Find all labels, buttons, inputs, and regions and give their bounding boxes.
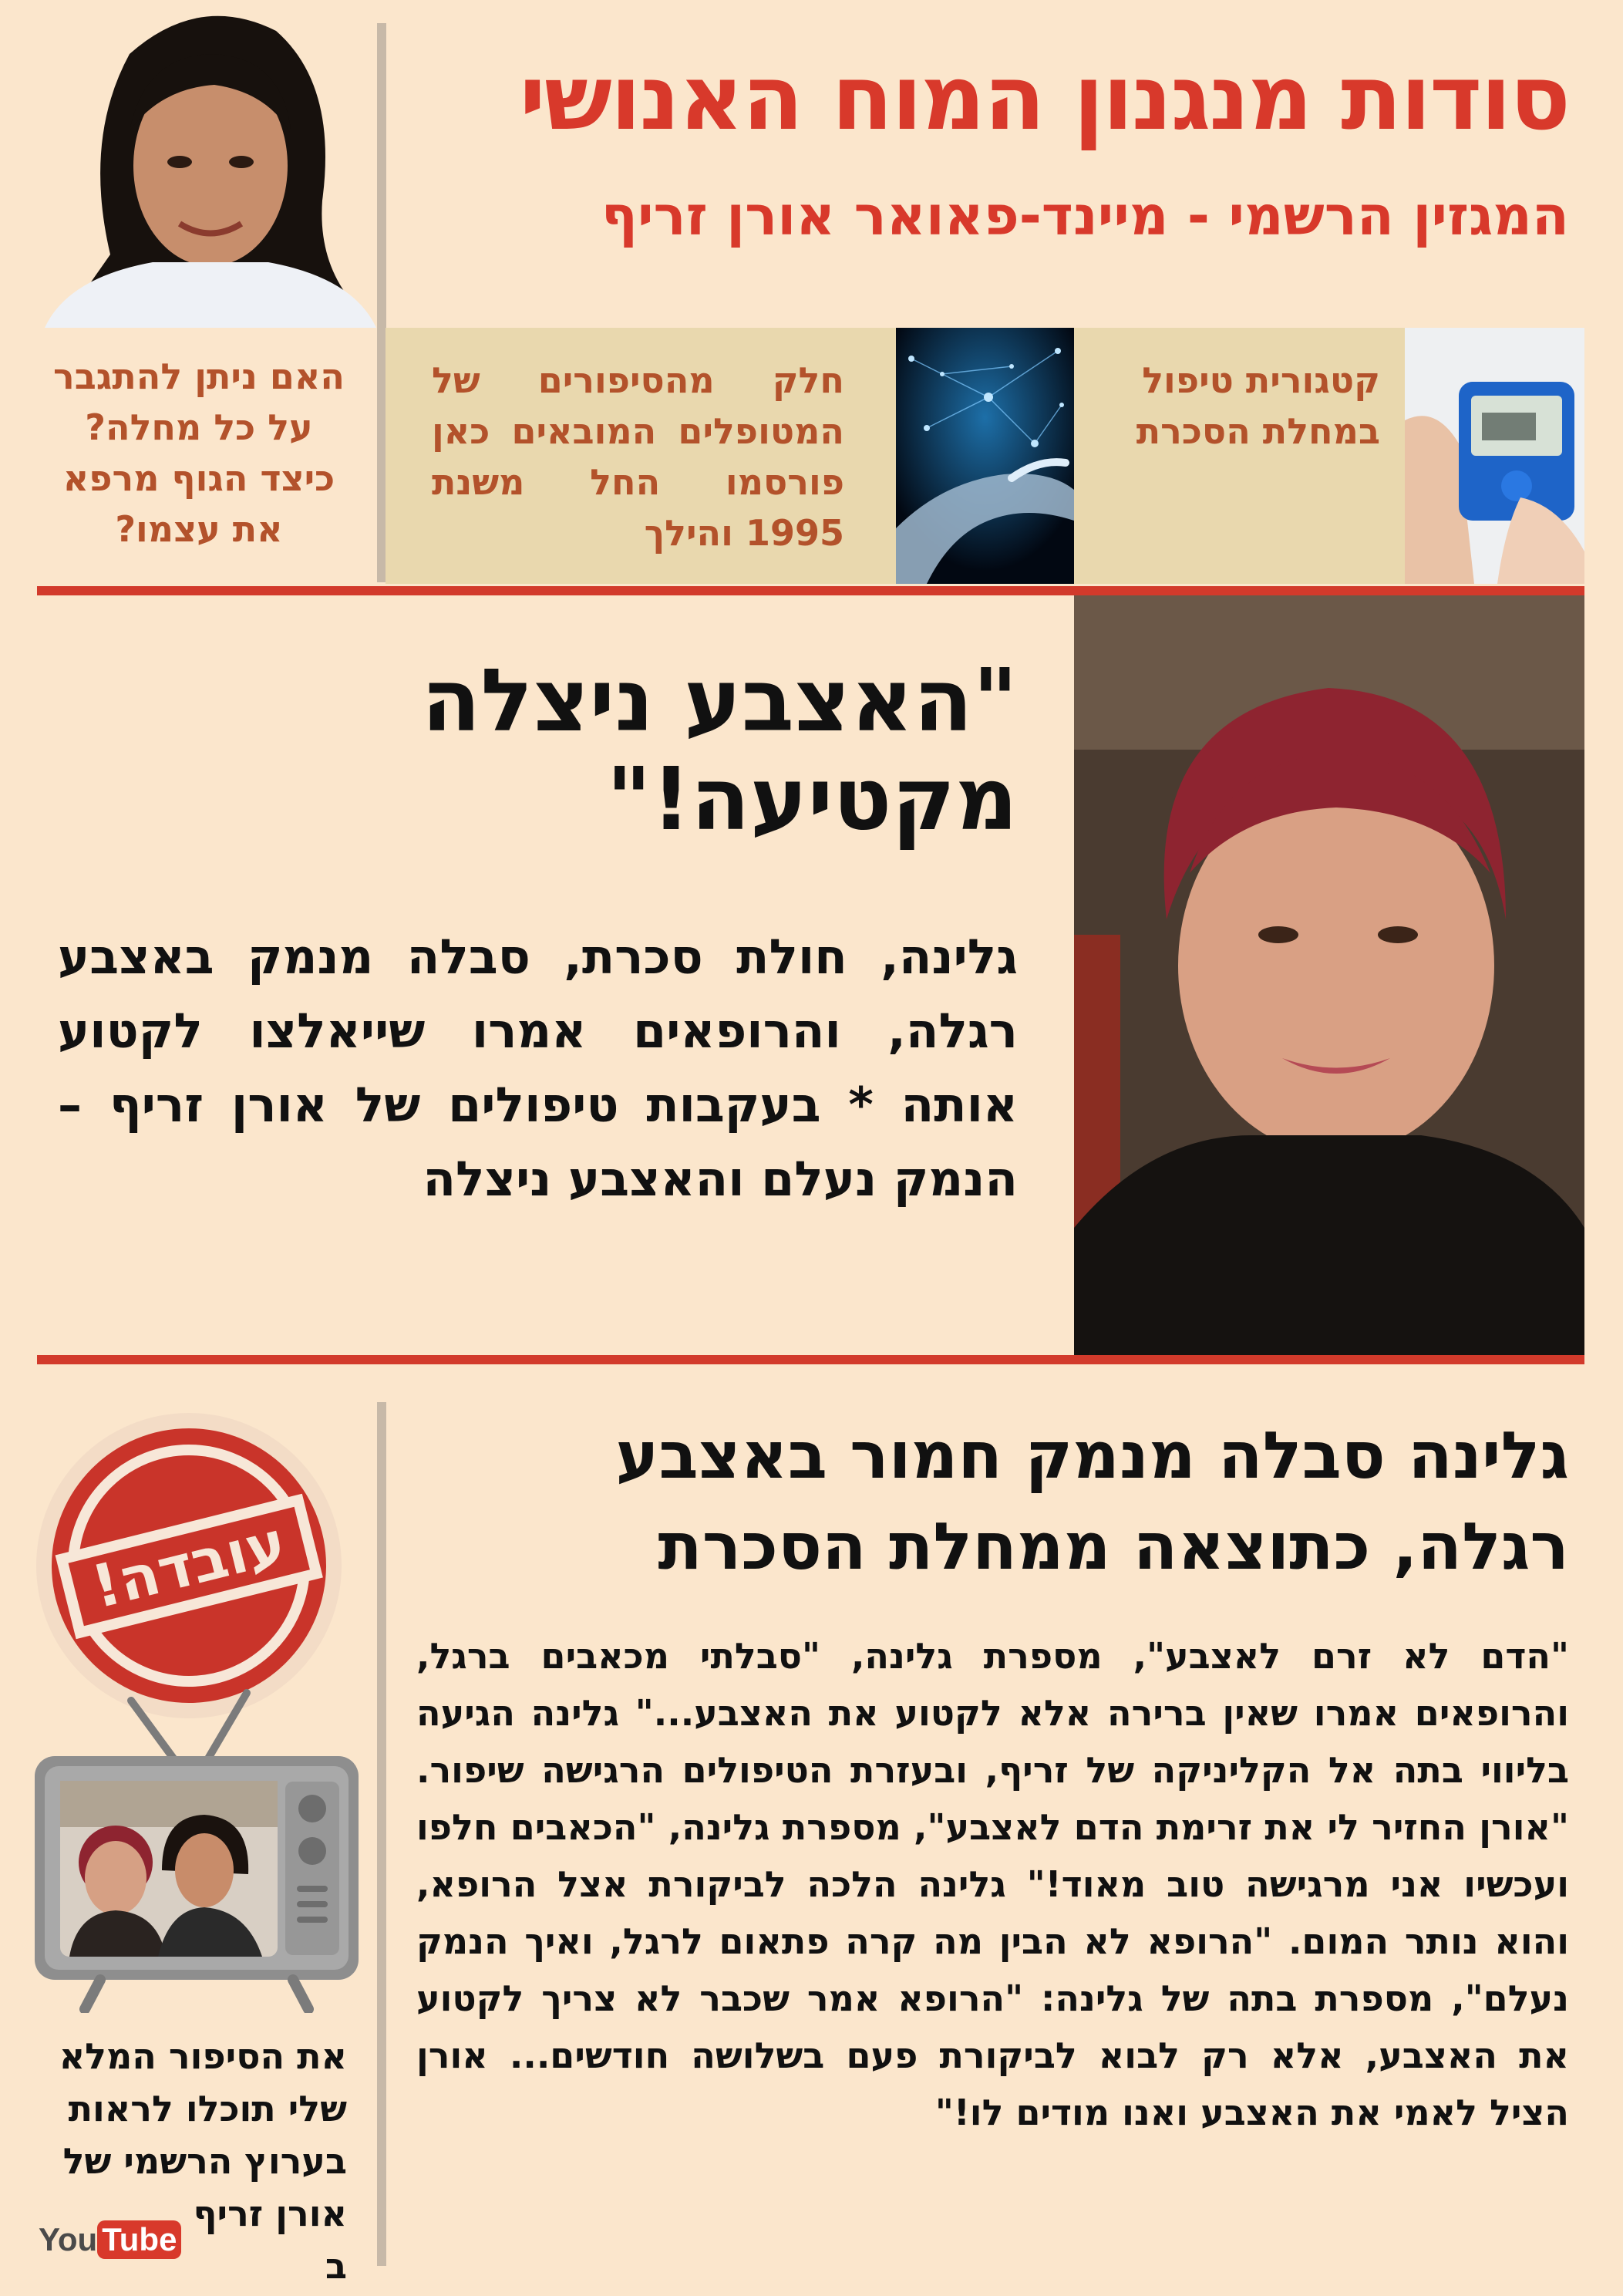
teaser-question: האם ניתן להתגבר על כל מחלה? כיצד הגוף מרפא את עצמו? <box>53 356 345 550</box>
stamp-label: עובדה! <box>85 1507 293 1622</box>
youtube-logo-tube: Tube <box>97 2220 181 2259</box>
youtube-line: אורן זריף ב You Tube <box>39 2193 347 2287</box>
teaser-stories: חלק מהסיפורים של המטופלים המובאים כאן פורסמו החל משנת 1995 והילך <box>432 359 844 554</box>
youtube-logo-you: You <box>39 2221 98 2257</box>
author-portrait <box>37 0 376 328</box>
fact-stamp <box>31 1408 347 1724</box>
youtube-logo[interactable] <box>39 2220 181 2259</box>
article-body: "הדם לא זרם לאצבע", מספרת גלינה, "סבלתי מכאבים ברגל, והרופאים אמרו שאין ברירה אלא לקטוע את האצבע..." גלינה הגיעה בליווי בתה אל הקליניקה של זריף, ובעזרת הטיפולים הרגישה שיפור. "אורן החזיר לי את זרימת הדם לאצבע", מספרת גלינה, "הכאבים חלפו ועכשיו אני מרגישה טוב מאוד!" גלינה הלכה לביקורת אצל הרופא, והוא נותר המום. "הרופא לא הבין מה קרה פתאום לרגל, ואיך הנמק נעלם", מספרת בתה של גלינה: "הרופא אמר שכבר לא צריך לקטוע את האצבע, אלא רק לבוא לביקורת פעם בשלושה חודשים... אורן הציל לאמי את האצבע ואנו מודים לו!" <box>416 1635 1569 2133</box>
feature-lead: גלינה, חולת סכרת, סבלה מנמק באצבע רגלה, והרופאים אמרו שייאלצו לקטוע אותה * בעקבות טיפולים של אורן זריף – הנמק נעלם והאצבע ניצלה <box>58 929 1018 1207</box>
section-rule-1 <box>37 586 1584 595</box>
glucose-meter-image <box>1405 328 1584 584</box>
section-rule-2 <box>37 1355 1584 1364</box>
tv-set <box>31 1685 362 2013</box>
magazine-title: סודות מנגנון המוח האנושי <box>519 46 1569 150</box>
youtube-note: את הסיפור המלא שלי תוכלו לראות בערוץ הרשמי של אורן זריף ב You Tube <box>39 2030 347 2292</box>
hand-network-image <box>896 328 1074 584</box>
magazine-subtitle: המגזין הרשמי - מיינד-פאואר אורן זריף <box>601 184 1569 248</box>
galina-portrait <box>1074 595 1584 1355</box>
lower-divider <box>377 1402 386 2266</box>
feature-headline: "האצבע ניצלה מקטיעה!" <box>421 651 1018 850</box>
teaser-category: קטגורית טיפול במחלת הסכרת <box>1136 359 1380 452</box>
tv-icon <box>31 1685 362 2013</box>
article-heading: גלינה סבלה מנמק חמור באצבע רגלה, כתוצאה ממחלת הסכרת <box>615 1418 1569 1584</box>
